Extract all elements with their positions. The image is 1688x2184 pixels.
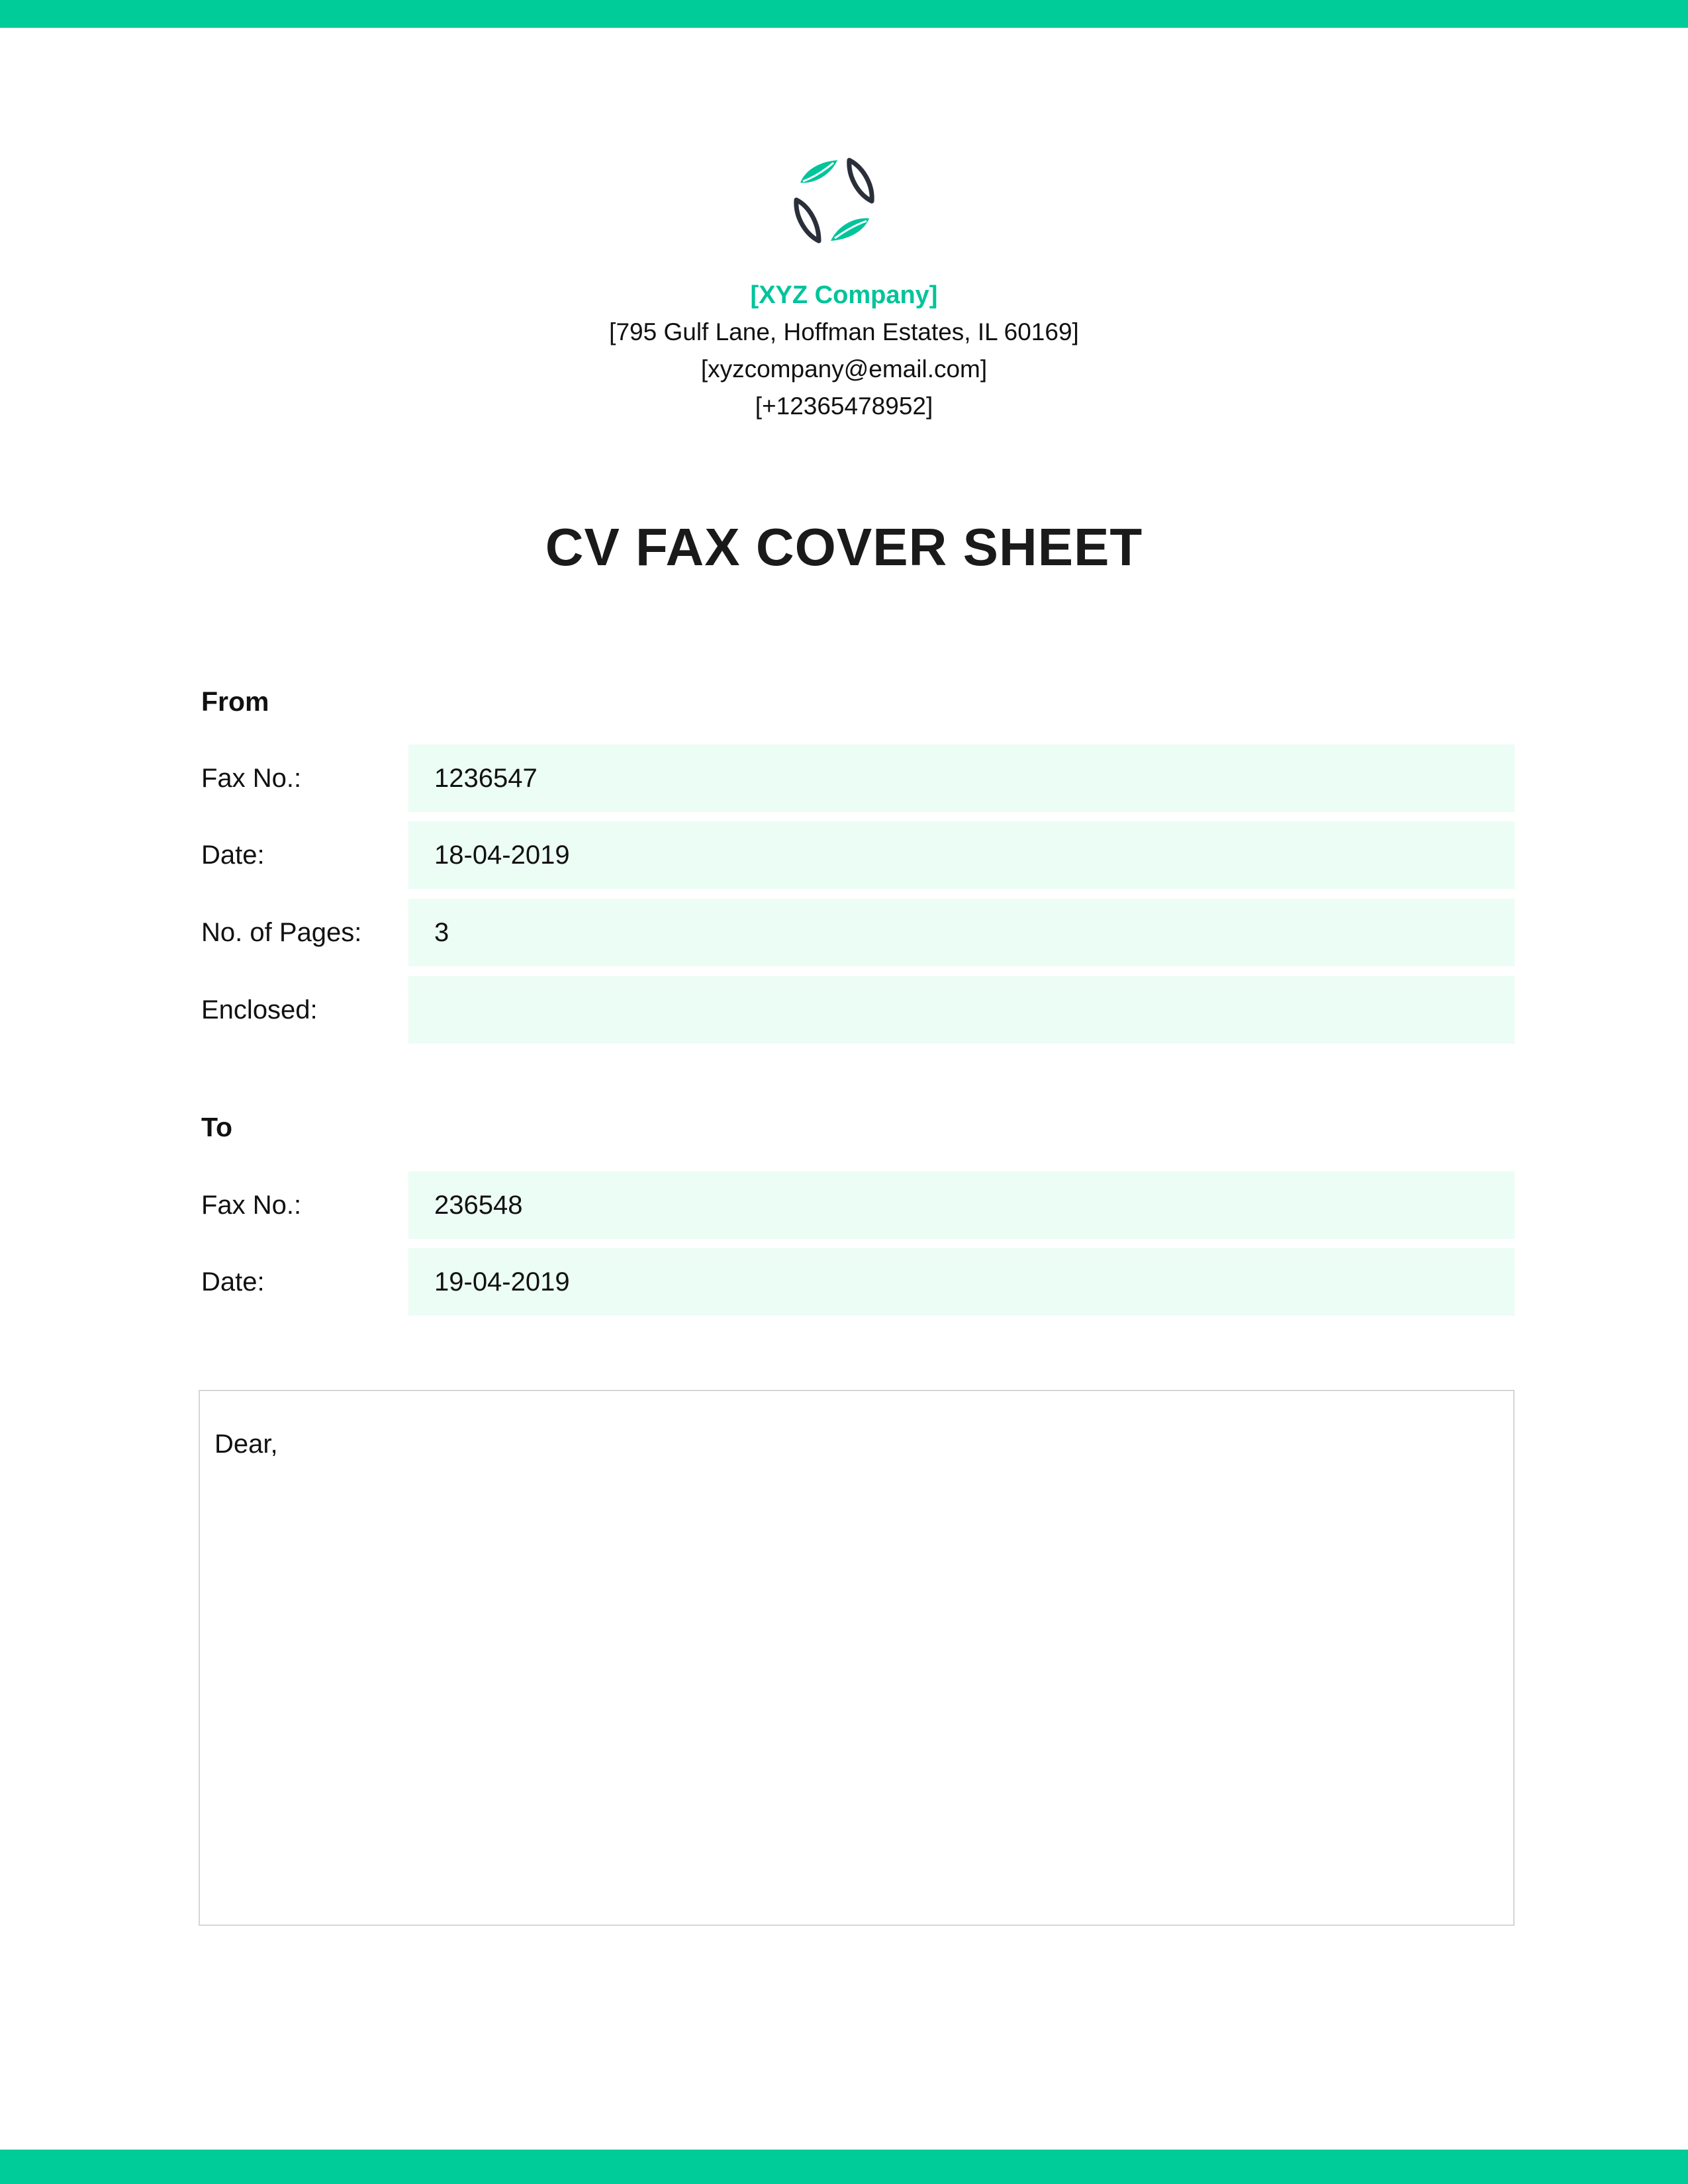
from-pages-row: [201, 899, 1515, 966]
to-date-field[interactable]: 19-04-2019: [408, 1248, 1515, 1316]
from-fax-label: Fax No.:: [201, 764, 302, 793]
document-title: CV FAX COVER SHEET: [545, 518, 1143, 576]
to-fax-label: Fax No.:: [201, 1191, 302, 1220]
to-date-label: Date:: [201, 1267, 265, 1297]
to-fax-row: [201, 1171, 1515, 1239]
from-fax-row: [201, 745, 1515, 812]
company-email: [xyzcompany@email.com]: [700, 355, 988, 383]
from-enclosed-row: [201, 976, 1515, 1044]
to-date-row: [201, 1248, 1515, 1316]
message-salutation: Dear,: [214, 1430, 278, 1459]
bottom-accent-bar: [0, 2150, 1688, 2184]
to-fax-field[interactable]: 236548: [408, 1171, 1515, 1239]
top-accent-bar: [0, 0, 1688, 28]
from-date-row: [201, 821, 1515, 889]
from-date-label: Date:: [201, 841, 265, 870]
from-date-field[interactable]: 18-04-2019: [408, 821, 1515, 889]
from-fax-field[interactable]: 1236547: [408, 745, 1515, 812]
from-pages-label: No. of Pages:: [201, 918, 362, 947]
company-name: [XYZ Company]: [750, 281, 938, 309]
message-box[interactable]: [199, 1390, 1515, 1926]
company-logo-icon: [791, 158, 877, 244]
company-phone: [+12365478952]: [755, 392, 933, 420]
from-enclosed-field[interactable]: [408, 976, 1515, 1044]
to-heading: To: [201, 1112, 233, 1142]
from-enclosed-label: Enclosed:: [201, 995, 318, 1024]
company-header: [0, 277, 1688, 425]
company-address: [795 Gulf Lane, Hoffman Estates, IL 60169]: [609, 318, 1079, 345]
from-heading: From: [201, 686, 269, 717]
from-pages-field[interactable]: 3: [408, 899, 1515, 966]
